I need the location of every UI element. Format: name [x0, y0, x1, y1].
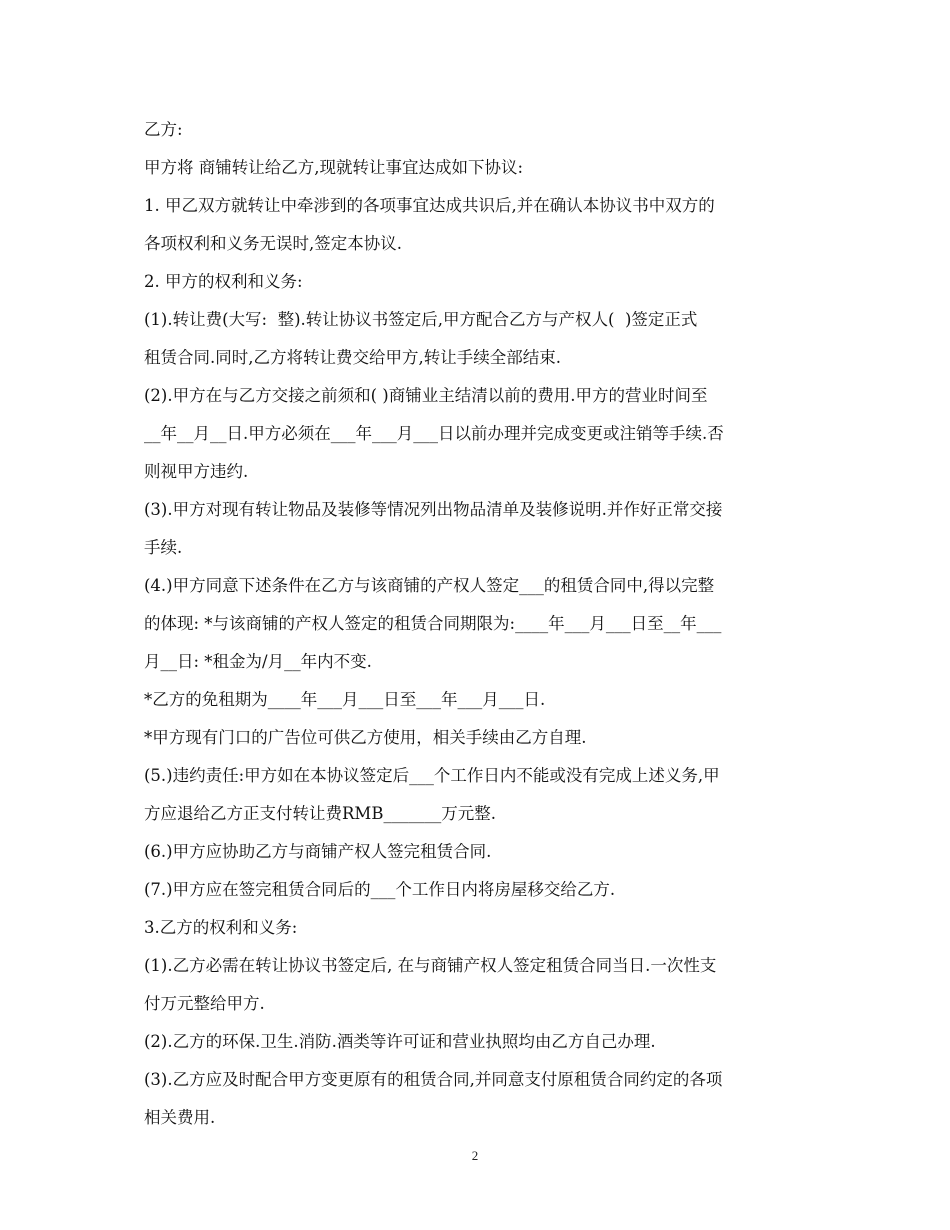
text-line: 3.乙方的权利和义务: [144, 918, 298, 937]
text-line: (2).乙方的环保.卫生.消防.酒类等许可证和营业执照均由乙方自己办理. [144, 1032, 656, 1051]
text-line: (3).乙方应及时配合甲方变更原有的租赁合同,并同意支付原租赁合同约定的各项 [144, 1070, 723, 1089]
text-line: 1. 甲乙双方就转让中牵涉到的各项事宜达成共识后,并在确认本协议书中双方的 [144, 196, 715, 215]
text-line: __年__月__日.甲方必须在___年___月___日以前办理并完成变更或注销等手续.否 [144, 424, 724, 443]
text-line: (5.)违约责任:甲方如在本协议签定后___个工作日内不能或没有完成上述义务,甲 [144, 766, 720, 785]
text-line: (1).乙方必需在转让协议书签定后, 在与商铺产权人签定租赁合同当日.一次性支 [144, 956, 717, 975]
text-line: 相关费用. [144, 1108, 216, 1127]
text-line: 则视甲方违约. [144, 462, 249, 481]
text-line: 手续. [144, 538, 183, 557]
text-line: *乙方的免租期为____年___月___日至___年___月___日. [144, 690, 546, 709]
page-number: 2 [471, 1148, 479, 1163]
text-line: 租赁合同.同时,乙方将转让费交给甲方,转让手续全部结束. [144, 348, 561, 367]
text-line: 方应退给乙方正支付转让费RMB_______万元整. [144, 804, 496, 823]
text-line: 2. 甲方的权利和义务: [144, 272, 303, 291]
text-line: 乙方: [144, 120, 183, 139]
text-line: 月__日: *租金为/月__年内不变. [144, 652, 372, 671]
text-line: (7.)甲方应在签完租赁合同后的___个工作日内将房屋移交给乙方. [144, 880, 616, 899]
text-line: (1).转让费(大写: 整).转让协议书签定后,甲方配合乙方与产权人( )签定正式 [144, 310, 698, 329]
text-line: *甲方现有门口的广告位可供乙方使用，相关手续由乙方自理. [144, 728, 587, 747]
text-line: (3).甲方对现有转让物品及装修等情况列出物品清单及装修说明.并作好正常交接 [144, 500, 723, 519]
document-body [144, 111, 814, 1137]
text-line: (6.)甲方应协助乙方与商铺产权人签完租赁合同. [144, 842, 492, 861]
text-line: 付万元整给甲方. [144, 994, 265, 1013]
text-line: 甲方将 商铺转让给乙方,现就转让事宜达成如下协议: [144, 158, 524, 177]
text-line: 的体现: *与该商铺的产权人签定的租赁合同期限为:____年___月___日至__年___ [144, 614, 722, 633]
text-line: (4.)甲方同意下述条件在乙方与该商铺的产权人签定___的租赁合同中,得以完整 [144, 576, 715, 595]
text-line: (2).甲方在与乙方交接之前须和( )商铺业主结清以前的费用.甲方的营业时间至 [144, 386, 708, 405]
text-line: 各项权利和义务无误时,签定本协议. [144, 234, 402, 253]
